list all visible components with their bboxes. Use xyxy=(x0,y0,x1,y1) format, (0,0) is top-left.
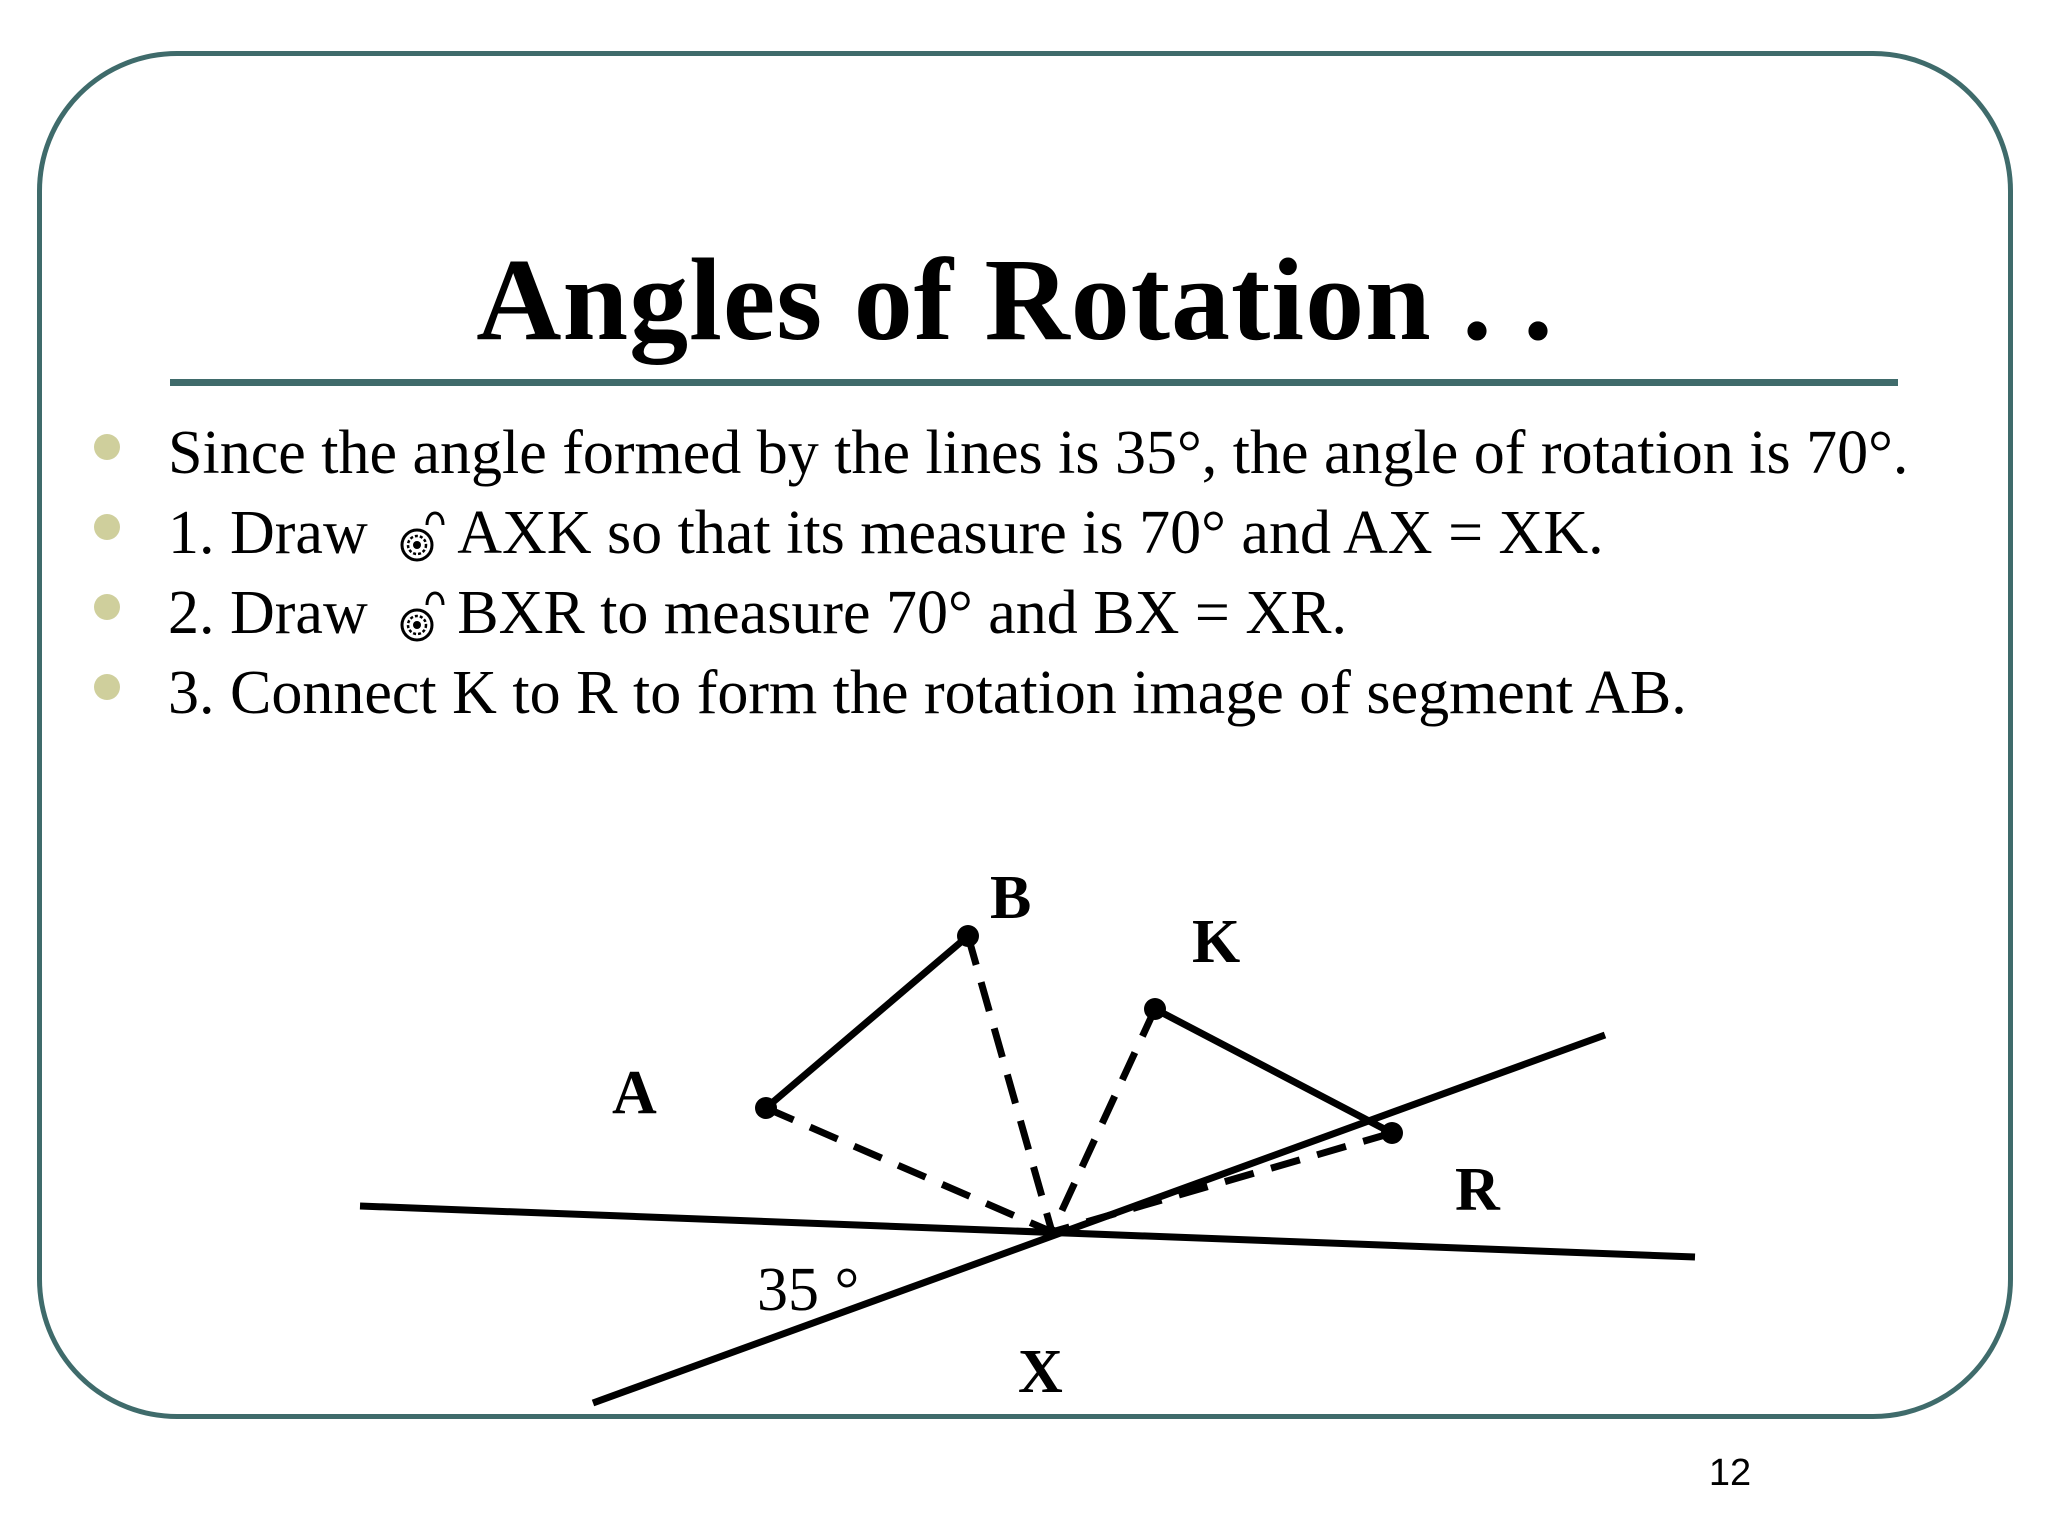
dashed-kx xyxy=(1052,1009,1155,1232)
dashed-rx xyxy=(1052,1133,1392,1232)
slide-title: Angles of Rotation . . xyxy=(476,234,1554,365)
page-number: 12 xyxy=(1708,1452,1752,1494)
bullet-text-suffix: so that its measure is 70° and AX = XK. xyxy=(591,499,1604,567)
point-label-x: X xyxy=(1018,1338,1063,1406)
point-label-a: A xyxy=(612,1059,657,1127)
point-label-r: R xyxy=(1455,1156,1500,1224)
point-r xyxy=(1381,1122,1403,1144)
dashed-ax xyxy=(766,1108,1052,1232)
angle-label: 35 ° xyxy=(757,1256,860,1324)
angle-name: BXR xyxy=(457,579,585,647)
segment-kr xyxy=(1155,1009,1392,1133)
point-a xyxy=(755,1097,777,1119)
point-label-k: K xyxy=(1192,908,1241,976)
bullet-text: Since the angle formed by the lines is 35°, the angle of rotation is 70°. xyxy=(168,419,1909,487)
segment-ab xyxy=(766,936,968,1108)
bullet-text-prefix: 1. Draw xyxy=(168,499,384,567)
dashed-bx xyxy=(968,936,1052,1232)
bullet-text-prefix: 2. Draw xyxy=(168,579,384,647)
point-b xyxy=(957,925,979,947)
point-label-b: B xyxy=(990,864,1032,932)
bullet-text: 3. Connect K to R to form the rotation image of segment AB. xyxy=(168,659,1687,727)
point-k xyxy=(1144,998,1166,1020)
angle-name: AXK xyxy=(457,499,592,567)
bullet-text-suffix: to measure 70° and BX = XR. xyxy=(584,579,1348,647)
